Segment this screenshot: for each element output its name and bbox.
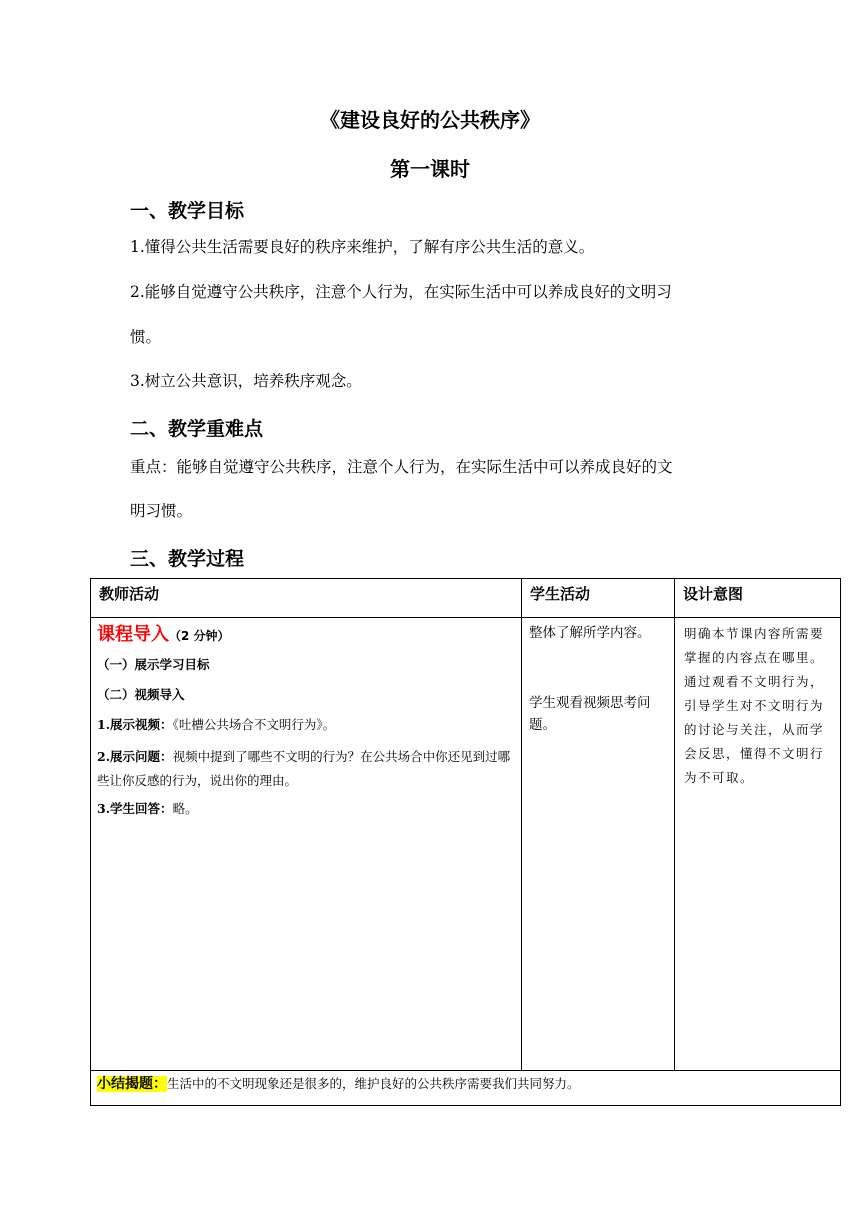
step-item-1	[97, 715, 515, 735]
step-item-2-text: 视频中提到了哪些不文明的行为？在公共场合中你还见到过哪些让你反感的行为，说出你的理由。	[97, 749, 511, 788]
student-activity-cell	[522, 618, 675, 1071]
section-title: 课程导入	[97, 624, 169, 645]
step-item-3	[97, 799, 515, 819]
goal-item-1: 1.懂得公共生活需要良好的秩序来维护，了解有序公共生活的意义。	[130, 238, 595, 256]
design-intent-cell	[675, 618, 841, 1071]
goal-item-3: 3.树立公共意识，培养秩序观念。	[130, 372, 362, 390]
step-item-1-label: 1.展示视频：	[97, 717, 173, 732]
design-intent-1: 明确本节课内容所需要掌握的内容点在哪里。	[684, 626, 825, 665]
section-time: （2 分钟）	[169, 629, 230, 643]
summary-row	[91, 1071, 841, 1106]
step-item-3-label: 3.学生回答：	[97, 801, 173, 816]
goal-item-2: 2.能够自觉遵守公共秩序，注意个人行为，在实际生活中可以养成良好的文明习	[130, 283, 672, 301]
table-row	[91, 618, 841, 1071]
teacher-activity-cell	[91, 618, 522, 1071]
column-header-design: 设计意图	[675, 579, 841, 618]
sub-step-1: （一）展示学习目标	[97, 657, 210, 672]
step-item-1-text: 《吐槽公共场合不文明行为》。	[172, 717, 336, 732]
table-header-row	[91, 579, 841, 618]
design-intent-2: 通过观看不文明行为，引导学生对不文明行为的讨论与关注，从而学会反思，懂得不文明行为不可取。	[684, 674, 825, 785]
step-item-2	[97, 745, 515, 793]
column-header-student: 学生活动	[522, 579, 675, 618]
goal-item-2-continued: 惯。	[130, 328, 162, 346]
keypoints-heading: 二、教学重难点	[130, 418, 264, 440]
process-table	[90, 578, 841, 1106]
student-activity-1: 整体了解所学内容。	[529, 625, 651, 641]
summary-cell	[91, 1071, 841, 1106]
summary-label: 小结揭题：	[97, 1076, 167, 1092]
process-heading: 三、教学过程	[130, 548, 245, 570]
document-subtitle: 第一课时	[390, 157, 470, 181]
keypoint-line-2: 明习惯。	[130, 502, 193, 520]
step-item-2-label: 2.展示问题：	[97, 749, 173, 764]
column-header-teacher: 教师活动	[91, 579, 522, 618]
summary-text: 生活中的不文明现象还是很多的，维护良好的公共秩序需要我们共同努力。	[167, 1076, 580, 1091]
goals-heading: 一、教学目标	[130, 200, 245, 222]
student-activity-2: 学生观看视频思考问题。	[529, 695, 651, 733]
step-item-3-text: 略。	[172, 801, 198, 816]
document-title: 《建设良好的公共秩序》	[320, 108, 540, 132]
sub-step-2: （二）视频导入	[97, 687, 185, 702]
keypoint-line-1: 重点：能够自觉遵守公共秩序，注意个人行为，在实际生活中可以养成良好的文	[130, 458, 673, 476]
